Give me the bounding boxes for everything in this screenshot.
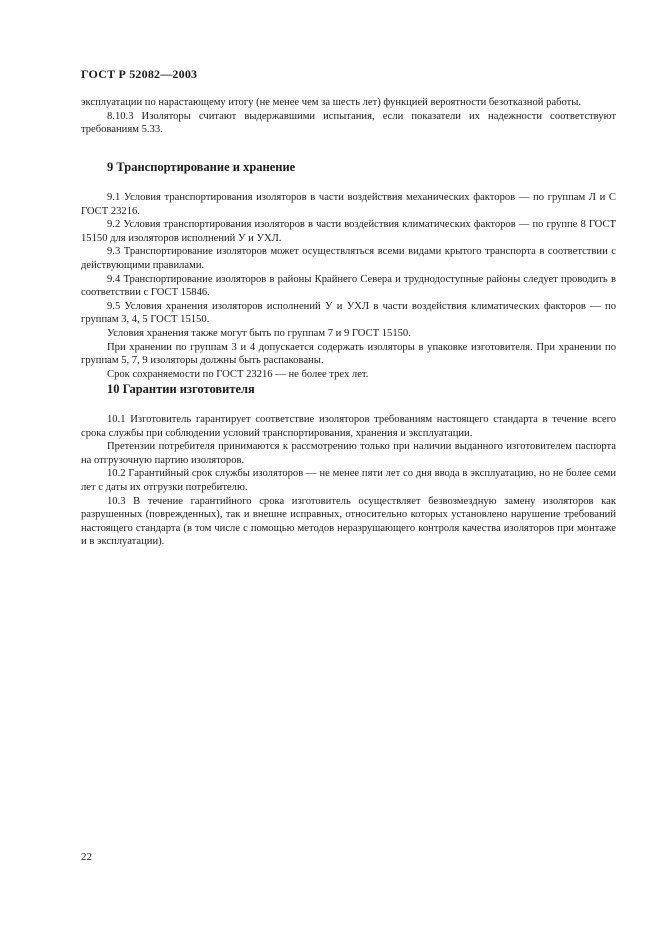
clause-9-2: 9.2 Условия транспортирования изоляторов в части воздействия климатических факторов — по группе 8 ГОСТ 15150 для изоляторов исполнений У и УХЛ. — [81, 219, 616, 244]
shelf-life-paragraph: Срок сохраняемости по ГОСТ 23216 — не более трех лет. — [107, 368, 369, 380]
section-10-body — [81, 413, 616, 549]
clause-9-4: 9.4 Транспортирование изоляторов в районы Крайнего Севера и труднодоступные районы следует проводить в соответствии с ГОСТ 15846. — [81, 273, 616, 299]
intro-block — [81, 96, 616, 137]
storage-packaging-paragraph: При хранении по группам 3 и 4 допускается содержать изоляторы в упаковке изготовителя. При хранении по группам 5, 7, 9 изоляторы должны быть распакованы. — [81, 341, 616, 367]
page-number: 22 — [81, 851, 92, 863]
claims-paragraph: Претензии потребителя принимаются к рассмотрению только при наличии выданного изготовителем паспорта на отгрузочную партию изоляторов. — [81, 441, 616, 466]
clause-9-5: 9.5 Условия хранения изоляторов исполнений У и УХЛ в части воздействия климатических факторов — по группам 3, 4, 5 ГОСТ 15150. — [81, 300, 616, 326]
section-9-title: 9 Транспортирование и хранение — [107, 160, 296, 174]
clause-9-3: 9.3 Транспортирование изоляторов может осуществляться всеми видами крытого транспорта в соответствии с действующими правилами. — [81, 246, 616, 271]
storage-conditions-paragraph: Условия хранения также могут быть по группам 7 и 9 ГОСТ 15150. — [107, 327, 411, 339]
clause-8-10-3: 8.10.3 Изоляторы считают выдержавшими испытания, если показатели их надежности соответствуют требованиям 5.33. — [81, 110, 616, 136]
intro-paragraph: эксплуатации по нарастающему итогу (не менее чем за шесть лет) функцией вероятности безотказной работы. — [81, 97, 582, 108]
clause-10-1: 10.1 Изготовитель гарантирует соответствие изоляторов требованиям настоящего стандарта в течение всего срока службы при соблюдении условий транспортирования, хранения и эксплуатации. — [81, 414, 616, 439]
section-10-title: 10 Гарантии изготовителя — [107, 382, 255, 396]
clause-10-3: 10.3 В течение гарантийного срока изготовитель осуществляет безвозмездную замену изоляторов как разрушенных (поврежденных), так и внешне исправных, относительно которых установлено нарушение требований настоящего стандарта (в том числе с помощью методов неразрушающего контроля качества изоляторов при монтаже и в эксплуатации). — [81, 495, 616, 548]
document-header: ГОСТ Р 52082—2003 — [81, 67, 198, 81]
clause-10-2: 10.2 Гарантийный срок службы изоляторов — не менее пяти лет со дня ввода в эксплуатацию, но не более семи лет с даты их отгрузки потребителю. — [81, 468, 616, 493]
clause-9-1: 9.1 Условия транспортирования изоляторов в части воздействия механических факторов — по группам Л и С ГОСТ 23216. — [81, 192, 616, 217]
section-9-body — [81, 191, 616, 381]
